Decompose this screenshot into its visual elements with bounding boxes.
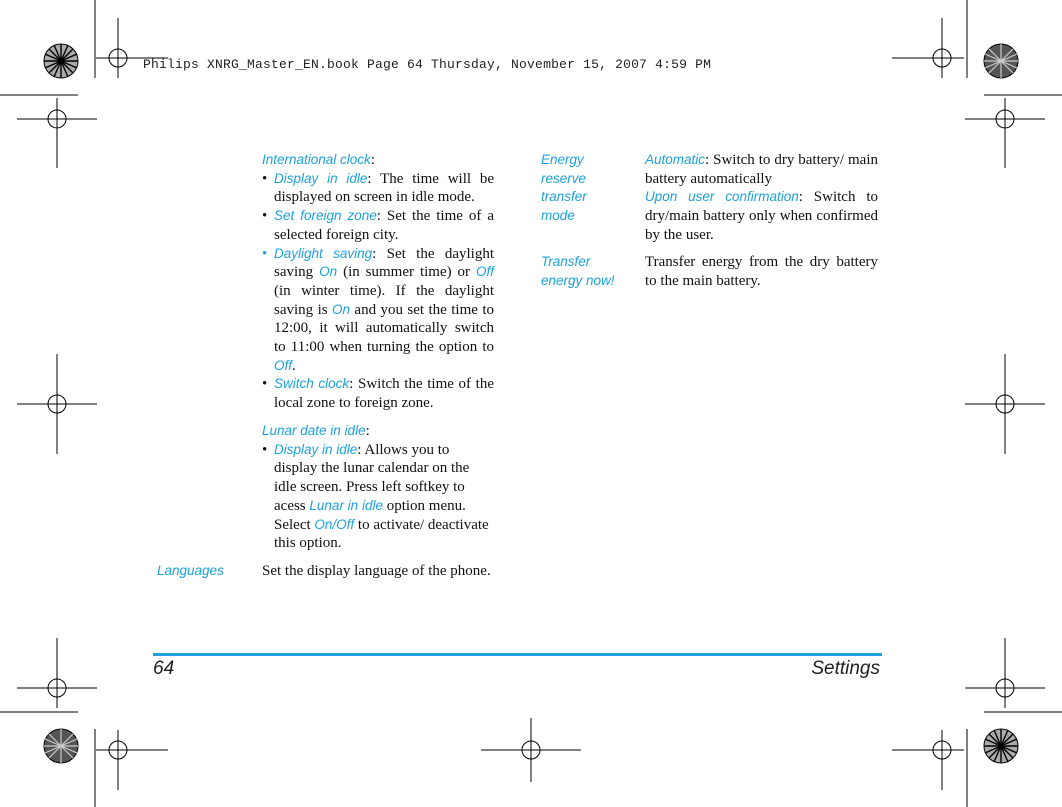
registration-target [17, 354, 97, 454]
transfer-now-text: Transfer energy from the dry battery to the main battery. [645, 254, 878, 289]
star-target [44, 44, 78, 78]
registration-target [965, 638, 1045, 708]
registration-target [481, 718, 581, 782]
list-item: • Daylight saving: Set the daylight saving On (in summer time) or Off (in winter time). If the daylight saving is On and you set the time to 12:00, it will automatically switch to 11:00 when turning the option to Off. [262, 245, 494, 374]
list-item: • Display in idle: Allows you to display the lunar calendar on the idle screen. Press left softkey to acess Lunar in idle option menu. Select On/Off to activate/ deactivate this option. [262, 441, 489, 552]
transfer-now-label: Transfer energy now! [541, 254, 615, 288]
energy-mode-label: Energy reserve transfer mode [541, 152, 587, 224]
registration-target [17, 98, 97, 168]
term: Display in idle [274, 441, 358, 457]
registration-target [96, 730, 168, 790]
star-target [984, 729, 1018, 763]
footer-rule [153, 653, 882, 656]
list-item: • Switch clock: Switch the time of the local zone to foreign zone. [262, 376, 495, 412]
languages-text: Set the display language of the phone. [262, 563, 491, 579]
term: Switch clock [274, 376, 350, 392]
registration-target [965, 354, 1045, 454]
lunar-heading: Lunar date in idle: [262, 423, 370, 439]
term: Set foreign zone [274, 208, 377, 224]
print-header: Philips XNRG_Master_EN.book Page 64 Thursday, November 15, 2007 4:59 PM [143, 57, 712, 72]
list-item: • Set foreign zone: Set the time of a selected foreign city. [262, 208, 494, 243]
intl-clock-section [262, 151, 494, 413]
automatic-option: Automatic: Switch to dry battery/ main battery automatically [645, 152, 878, 187]
registration-target [892, 730, 964, 790]
registration-target [17, 638, 97, 708]
intl-clock-heading: International clock: [262, 152, 375, 168]
star-target [984, 44, 1018, 78]
lunar-section [262, 422, 494, 553]
star-target [44, 729, 78, 763]
confirmation-option: Upon user confirmation: Switch to dry/main battery only when confirmed by the user. [645, 189, 878, 243]
registration-target [892, 18, 964, 78]
energy-mode-text [645, 151, 878, 245]
term: Display in idle [274, 170, 368, 186]
registration-target [965, 98, 1045, 168]
section-title: Settings [811, 658, 880, 679]
list-item: • Display in idle: The time will be displayed on screen in idle mode. [262, 170, 494, 206]
term: Daylight saving [274, 245, 373, 261]
page-number: 64 [153, 658, 175, 679]
languages-label: Languages [157, 563, 224, 578]
